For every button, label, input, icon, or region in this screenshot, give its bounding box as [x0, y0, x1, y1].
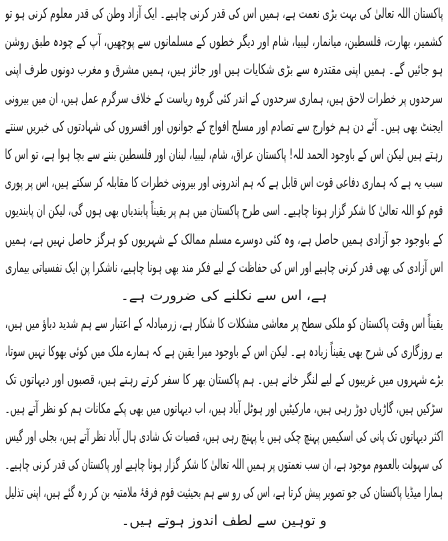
- paragraph-1: [5, 0, 443, 310]
- line-text: کے باوجود جو آزادی ہمیں حاصل ہے، وہ کئی دوسرے مسلم ممالک کے شہریوں کو ہرگز حاصل نہیں ہے، ہمیں: [5, 231, 443, 248]
- line-text: ہو جائیں گے۔ ہمیں اپنی مقتدرہ سے بڑی شکایات ہیں اور جائز ہیں، ہمیں مشرق و مغرب دونوں طرف اپنی: [5, 62, 443, 79]
- line-text: یقیناً اس وقت پاکستان کو ملکی سطح پر معاشی مشکلات کا شکار ہے، زرمبادلہ کے اعتبار سے ہم شدید دباؤ میں ہیں،: [5, 316, 443, 333]
- text-line-16: [5, 423, 443, 451]
- line-text: و توہین سے لطف اندوز ہوتے ہیں۔: [121, 513, 327, 530]
- text-line-8: [5, 197, 443, 225]
- line-text: سڑکیں ہیں، گاڑیاں دوڑ رہی ہیں، مارکیٹیں اور ہوٹل آباد ہیں، اب دیہاتوں میں بھی پکے مکانات ہم کو نظر آتے ہیں۔: [5, 400, 443, 417]
- text-line-12: [5, 310, 443, 338]
- text-line-7: [5, 169, 443, 197]
- text-line-9: [5, 226, 443, 254]
- line-text: کی سہولت بالعموم موجود ہے، ان سب نعمتوں پر ہمیں اللہ تعالیٰ کا شکر گزار ہونا چاہیے اور پاکستان کی قدر کرنی چاہیے۔: [5, 457, 443, 473]
- line-text: بے روزگاری کی شرح بھی یقیناً زیادہ ہے۔ لیکن اس کے باوجود میرا یقین ہے کہ ہمارے ملک میں کوئی بھوکا نہیں سوتا،: [5, 344, 443, 361]
- line-text: سرحدوں پر خطرات لاحق ہیں، ہماری سرحدوں کے اندر کئی گروہ ریاست کے خلاف سرگرم عمل ہیں، ان میں بیرونی: [5, 90, 443, 107]
- text-line-19: [5, 507, 443, 535]
- line-text: اکثر دیہاتوں تک پانی کی اسکیمیں پہنچ چکی ہیں یا پہنچ رہی ہیں، قصبات تک شادی ہال آباد نظر آتے ہیں، بجلی اور گیس: [5, 428, 443, 445]
- line-text: ایجنٹ بھی ہیں۔ آئے دن ہم خوارج سے تصادم اور مسلح افواج کے جوانوں اور افسروں کی شہادتوں کی خبریں سنتے: [5, 118, 443, 135]
- line-text: قوم کو اللہ تعالیٰ کا شکر گزار ہونا چاہیے۔ اسی طرح پاکستان میں ہم پر یقیناً پابندیاں بھی ہوں گی، لیکن ان پابندیوں: [5, 203, 443, 220]
- text-line-1: [5, 0, 443, 28]
- text-line-5: [5, 113, 443, 141]
- line-text: سبب یہ ہے کہ ہماری دفاعی قوت اس قابل ہے کہ ہم اندرونی اور بیرونی خطرات کا مقابلہ کر سکتے ہیں، اس پر پوری: [5, 175, 443, 192]
- text-line-14: [5, 366, 443, 394]
- line-text: پاکستان اللہ تعالیٰ کی بہت بڑی نعمت ہے، ہمیں اس کی قدر کرنی چاہیے۔ ایک آزاد وطن کی قدر معلوم کرنی ہو تو: [5, 6, 443, 22]
- line-text: بڑے شہروں میں غریبوں کے لیے لنگر خانے ہیں۔ ہم پاکستان بھر کا سفر کرتے رہتے ہیں، قصبوں اور دیہاتوں تک: [5, 372, 443, 389]
- text-line-18: [5, 479, 443, 507]
- paragraph-2: [5, 310, 443, 536]
- text-line-13: [5, 338, 443, 366]
- line-text: ہے، اس سے نکلنے کی ضرورت ہے۔: [120, 287, 328, 304]
- text-line-17: [5, 451, 443, 479]
- text-line-3: [5, 56, 443, 84]
- line-text: اس آزادی کی بھی قدر کرنی چاہیے اور اس کی حفاظت کے لیے فکر مند بھی ہونا چاہیے، ناشکرا پن ایک نفسیاتی بیماری: [5, 259, 443, 276]
- text-line-15: [5, 395, 443, 423]
- text-line-10: [5, 254, 443, 282]
- line-text: رہتے ہیں لیکن اس کے باوجود الحمد للہ! پاکستان عراق، شام، لیبیا، لبنان اور فلسطین بننے سے بچا ہوا ہے، تو اس کا: [5, 146, 443, 163]
- text-line-4: [5, 85, 443, 113]
- text-line-11: [5, 282, 443, 310]
- text-line-6: [5, 141, 443, 169]
- line-text: ہمارا میڈیا پاکستان کی جو تصویر پیش کرتا ہے، اس کی رو سے ہم بحیثیت قوم فرقۂ ملامتیہ بن کر رہ گئے ہیں، اپنی تذلیل: [5, 485, 443, 502]
- text-line-2: [5, 28, 443, 56]
- line-text: کشمیر، بھارت، فلسطین، میانمار، لیبیا، شام اور دیگر خطوں کے مسلمانوں سے پوچھیں، آپ کے چودہ طبق روشن: [5, 34, 443, 51]
